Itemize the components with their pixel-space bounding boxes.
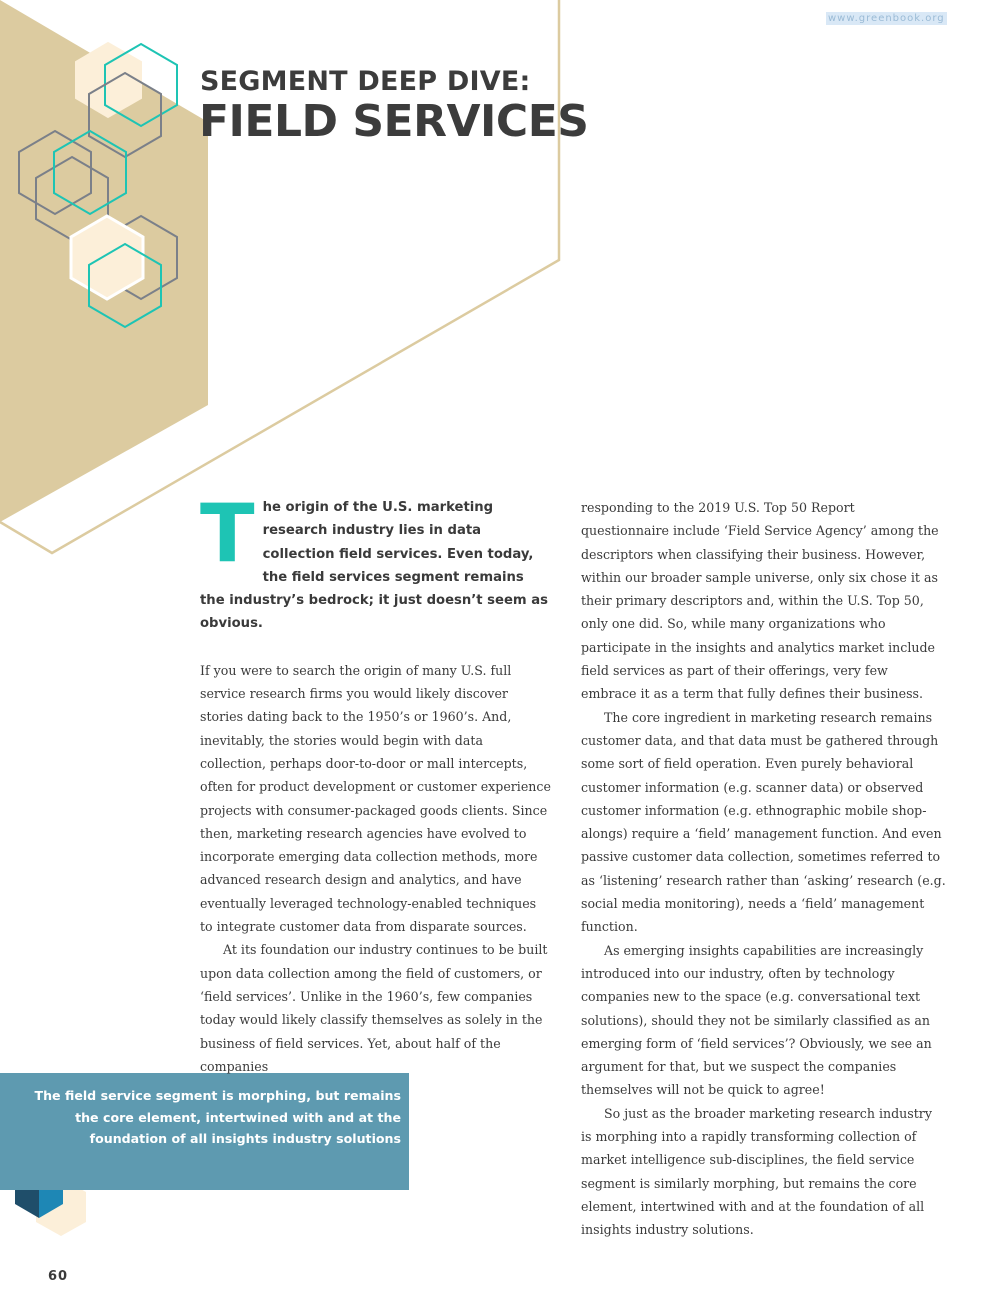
page-number: 60	[48, 1269, 69, 1284]
body-paragraph: The core ingredient in marketing research remains customer data, and that data must be gathered through some sort of field operation. Even purely behavioral customer information (e.g. scanner data) or observed customer information (e.g. ethnographic mobile shop-alongs) require a ‘field’ management function. And even passive customer data collection, sometimes referred to as ‘listening’ research rather than ‘asking’ research (e.g. social media monitoring), needs a ‘field’ management function.	[581, 709, 946, 935]
body-paragraph: If you were to search the origin of many U.S. full service research firms you would likely discover stories dating back to the 1950’s or 1960’s. And, inevitably, the stories would begin with data collection, perhaps door-to-door or mall intercepts, often for product development or customer experience projects with consumer-packaged goods clients. Since then, marketing research agencies have evolved to incorporate emerging data collection methods, more advanced research design and analytics, and have eventually leveraged technology-enabled techniques to integrate customer data from disparate sources.	[200, 662, 551, 935]
lead-paragraph	[200, 487, 552, 636]
body-paragraph: responding to the 2019 U.S. Top 50 Report questionnaire include ‘Field Service Agency’ among the descriptors when classifying their business. However, within our broader sample universe, only six chose it as their primary descriptors and, within the U.S. Top 50, only one did. So, while many organizations who participate in the insights and analytics market include field services as part of their offerings, very few embrace it as a term that fully defines their business.	[581, 500, 939, 702]
body-paragraph: As emerging insights capabilities are increasingly introduced into our industry, often by technology companies new to the space (e.g. conversational text solutions), should they not be similarly classified as an emerging form of ‘field services’? Obviously, we see an argument for that, but we suspect the companies themselves will not be quick to agree!	[581, 942, 932, 1098]
drop-cap: T	[200, 487, 255, 580]
body-paragraph: At its foundation our industry continues to be built upon data collection among the field of customers, or ‘field services’. Unlike in the 1960’s, few companies today would likely classify themselves as solely in the business of field services. Yet, about half of the companies	[200, 942, 548, 1074]
body-paragraph: So just as the broader marketing research industry is morphing into a rapidly transforming collection of market intelligence sub-disciplines, the field service segment is similarly morphing, but remains the core element, intertwined with and at the foundation of all insights industry solutions.	[581, 1105, 932, 1238]
page-title: FIELD SERVICES	[199, 96, 589, 147]
article-column-left	[200, 487, 552, 1078]
section-kicker: SEGMENT DEEP DIVE:	[200, 66, 531, 97]
article-column-right	[581, 496, 946, 1242]
pull-quote-box	[0, 1073, 409, 1190]
pull-quote-text: The field service segment is morphing, but remains the core element, intertwined with and at the foundation of all insights industry solutions	[34, 1088, 401, 1147]
lead-text: he origin of the U.S. marketing research industry lies in data collection field services. Even today, the field services segment remains the industry’s bedrock; it just doesn’t seem as obvious.	[200, 500, 548, 632]
website-url[interactable]: www.greenbook.org	[828, 13, 945, 24]
